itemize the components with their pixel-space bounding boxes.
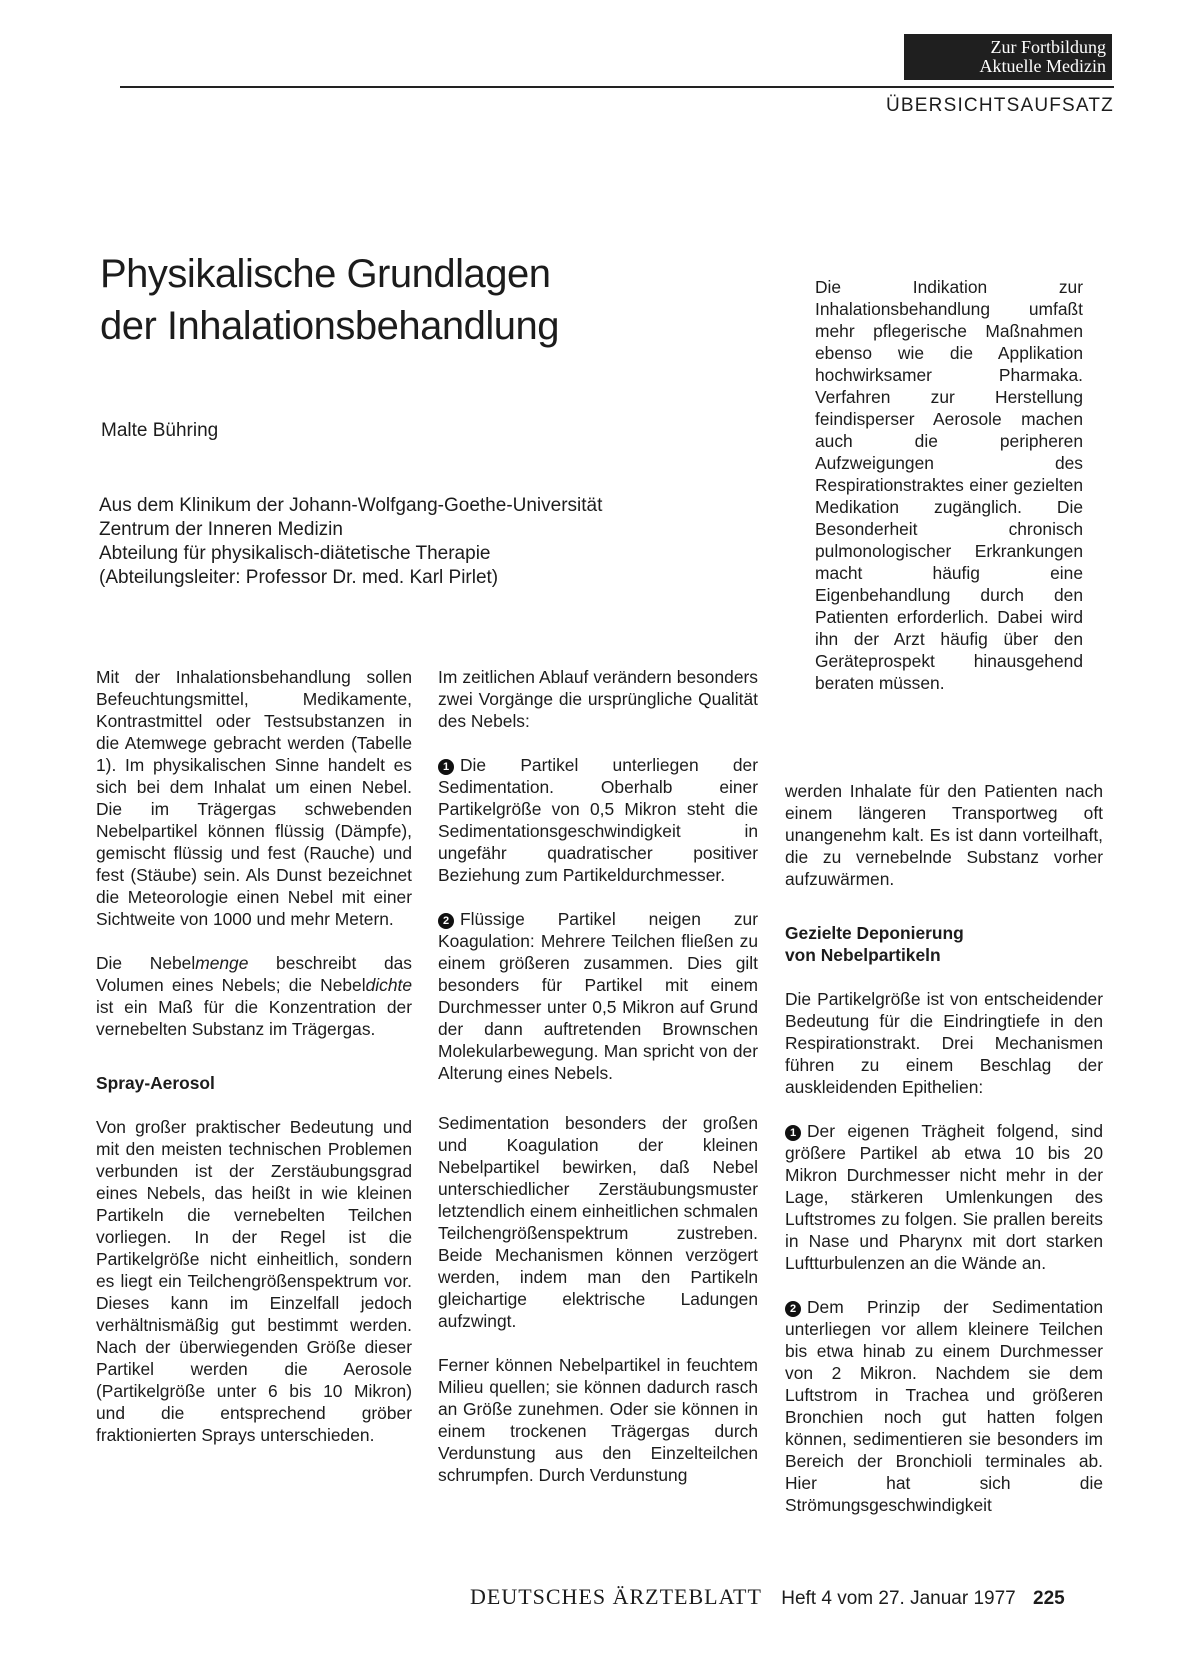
column-1 — [96, 666, 412, 1446]
number-2-icon: 2 — [785, 1301, 801, 1317]
paragraph — [96, 952, 412, 1040]
numbered-paragraph — [438, 908, 758, 1084]
author: Malte Bühring — [101, 420, 219, 441]
section-badge — [904, 34, 1112, 80]
badge-line-1: Zur Fortbildung — [990, 37, 1106, 57]
title-line-2: der Inhalationsbehandlung — [100, 304, 560, 348]
section-heading: Spray-Aerosol — [96, 1073, 215, 1093]
intro-column — [815, 276, 1083, 694]
column-3 — [785, 780, 1103, 1516]
text-run: beschreibt das Volumen eines Nebels; die Nebel — [96, 953, 412, 995]
page-number: 225 — [1033, 1588, 1065, 1609]
paragraph: Sedimentation besonders der großen und Koagulation der kleinen Nebelpartikel bewirken, daß Nebel unterschiedlicher Zerstäubungsmuster letztendlich einem einheitlichen schmalen Teilchengrößenspektrum zustreben. Beide Mechanismen können verzögert werden, indem man den Partikeln gleichartige elektrische Ladungen aufzwingt. — [438, 1113, 758, 1331]
heading-line: von Nebelpartikeln — [785, 945, 941, 965]
number-2-icon: 2 — [438, 913, 454, 929]
paragraph: Von großer praktischer Bedeutung und mit den meisten technischen Problemen verbunden ist der Zerstäubungsgrad eines Nebels, das heißt in wie kleinen Partikeln die vernebelten Teilchen vorliegen. In der Regel ist die Partikelgröße nicht einheitlich, sondern es liegt ein Teilchengrößenspektrum vor. Dieses kann im Einzelfall jedoch verhältnismäßig gut bestimmt werden. Nach der überwiegenden Größe dieser Partikel werden die Aerosole (Partikelgröße unter 6 bis 10 Mikron) und die entsprechend gröber fraktionierten Sprays unterschieden. — [96, 1117, 412, 1445]
text-run: Dem Prinzip der Sedimentation unterliegen vor allem kleinere Teilchen bis etwa hinab zu einem Durchmesser von 2 Mikron. Nachdem sie dem Luftstrom in Trachea und größeren Bronchien noch gut hatten folgen können, sedimentieren sie besonders im Bereich der Bronchioli terminales ab. Hier hat sich die Strömungsgeschwindigkeit — [785, 1297, 1103, 1515]
numbered-paragraph — [785, 1296, 1103, 1516]
badge-line-2: Aktuelle Medizin — [979, 56, 1106, 76]
affiliation-line: (Abteilungsleiter: Professor Dr. med. Karl Pirlet) — [99, 567, 499, 588]
section-label: ÜBERSICHTSAUFSATZ — [885, 95, 1114, 116]
numbered-paragraph — [438, 754, 758, 886]
emphasis: dichte — [365, 975, 412, 995]
intro-paragraph: Die Indikation zur Inhalationsbehandlung umfaßt mehr pflegerische Maßnahmen ebenso wie die Applikation hochwirksamer Pharmaka. Verfahren zur Herstellung feindisperser Aerosole machen auch die peripheren Aufzweigungen des Respirationstraktes einer gezielten Medikation zugänglich. Die Besonderheit chronisch pulmonologischer Erkrankungen macht häufig eine Eigenbehandlung durch den Patienten erforderlich. Dabei wird ihn der Arzt häufig über den Geräteprospekt hinausgehend beraten müssen. — [815, 277, 1083, 693]
text-run: Der eigenen Trägheit folgend, sind größere Partikel ab etwa 10 bis 20 Mikron Durchmesser nicht mehr in der Lage, stärkeren Umlenkungen des Luftstromes zu folgen. Sie prallen bereits in Nase und Pharynx mit dort starken Luftturbulenzen an die Wände an. — [785, 1121, 1103, 1273]
numbered-paragraph — [785, 1120, 1103, 1274]
section-heading — [785, 922, 1103, 966]
text-run: Die Partikel unterliegen der Sedimentation. Oberhalb einer Partikelgröße von 0,5 Mikron steht die Sedimentationsgeschwindigkeit in ungefähr quadratischer positiver Beziehung zum Partikeldurchmesser. — [438, 755, 758, 885]
title-line-1: Physikalische Grundlagen — [100, 252, 551, 296]
column-2 — [438, 666, 758, 1486]
number-1-icon: 1 — [438, 759, 454, 775]
paragraph: Im zeitlichen Ablauf verändern besonders zwei Vorgänge die ursprüngliche Qualität des Nebels: — [438, 667, 758, 731]
header-rule — [120, 86, 1114, 88]
issue-info: Heft 4 vom 27. Januar 1977 — [781, 1588, 1016, 1609]
text-run: Die Nebel — [96, 953, 196, 973]
page-footer — [470, 1584, 1110, 1610]
heading-line: Gezielte Deponierung — [785, 923, 964, 943]
text-run: ist ein Maß für die Konzentration der vernebelten Substanz im Trägergas. — [96, 997, 412, 1039]
affiliation — [99, 494, 739, 590]
emphasis: menge — [195, 953, 249, 973]
paragraph: werden Inhalate für den Patienten nach einem längeren Transportweg oft unangenehm kalt. Es ist dann vorteilhaft, die zu vernebelnde Substanz vorher aufzuwärmen. — [785, 781, 1103, 889]
article-title — [100, 248, 820, 352]
affiliation-line: Aus dem Klinikum der Johann-Wolfgang-Goethe-Universität — [99, 495, 603, 516]
paragraph: Mit der Inhalationsbehandlung sollen Befeuchtungsmittel, Medikamente, Kontrastmittel oder Testsubstanzen in die Atemwege gebracht werden (Tabelle 1). Im physikalischen Sinne handelt es sich bei dem Inhalat um einen Nebel. Die im Trägergas schwebenden Nebelpartikel können flüssig (Dämpfe), gemischt flüssig und fest (Rauche) und fest (Stäube) sein. Als Dunst bezeichnet die Meteorologie einen Nebel mit einer Sichtweite von 1000 und mehr Metern. — [96, 667, 412, 929]
text-run: Flüssige Partikel neigen zur Koagulation: Mehrere Teilchen fließen zu einem größeren zusammen. Dies gilt besonders für Partikel mit einem Durchmesser unter 0,5 Mikron auf Grund der dann auftretenden Brownschen Molekularbewegung. Man spricht von der Alterung eines Nebels. — [438, 909, 758, 1083]
paragraph: Die Partikelgröße ist von entscheidender Bedeutung für die Eindringtiefe in den Respirationstrakt. Drei Mechanismen führen zu einem Beschlag der auskleidenden Epithelien: — [785, 989, 1103, 1097]
paragraph: Ferner können Nebelpartikel in feuchtem Milieu quellen; sie können dadurch rasch an Größe zunehmen. Oder sie können in einem trockenen Trägergas durch Verdunstung aus den Einzelteilchen schrumpfen. Durch Verdunstung — [438, 1355, 758, 1485]
affiliation-line: Zentrum der Inneren Medizin — [99, 519, 343, 540]
affiliation-line: Abteilung für physikalisch-diätetische Therapie — [99, 543, 491, 564]
number-1-icon: 1 — [785, 1125, 801, 1141]
journal-name: DEUTSCHES ÄRZTEBLATT — [470, 1584, 762, 1609]
